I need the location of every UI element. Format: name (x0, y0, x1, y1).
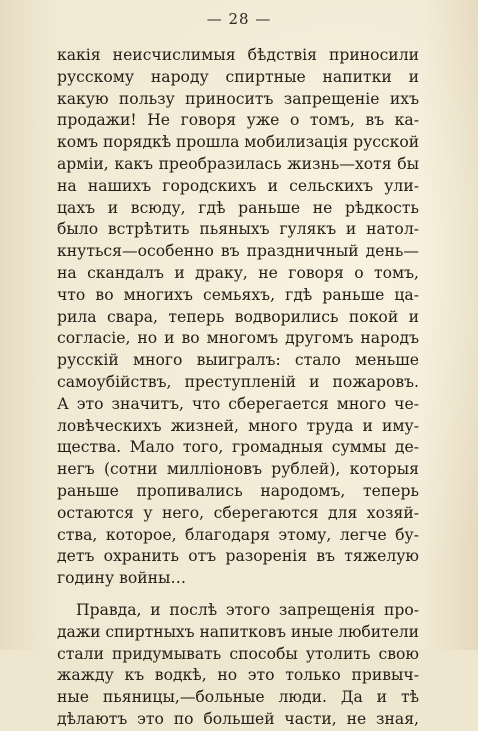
text-line: какія неисчислимыя бѣдствія приносили (57, 46, 419, 64)
text-line: кнуться—особенно въ праздничный день— (57, 242, 419, 261)
text-line: что во многихъ семьяхъ, гдѣ раньше ца- (57, 285, 419, 304)
text-line: негъ (сотни милліоновъ рублей), которыя (57, 460, 419, 479)
text-line: ства, которое, благодаря этому, легче бу- (57, 525, 419, 544)
text-line: на скандалъ и драку, не говоря о томъ, (57, 263, 419, 282)
text-line: комъ порядкѣ прошла мобилизація русской (57, 133, 420, 152)
paragraph-1 (57, 45, 419, 590)
text-block (57, 45, 419, 731)
text-line: жажду къ водкѣ, но это только привыч- (57, 666, 419, 685)
text-line: самоубійствъ, преступленій и пожаровъ. (57, 372, 419, 391)
paragraph-spacer (57, 590, 419, 600)
text-line: рила свара, теперь водворились покой и (57, 307, 419, 326)
text-line: ловѣческихъ жизней, много труда и иму- (57, 416, 419, 435)
text-line: Правда, и послѣ этого запрещенія про- (76, 600, 419, 619)
page-number: — 28 — (206, 10, 272, 28)
text-line: цахъ и всюду, гдѣ раньше не рѣдкость (57, 198, 419, 217)
text-line: стали придумывать способы утолить свою (57, 644, 419, 663)
text-line: годину войны… (57, 569, 187, 588)
text-line: продажи! Не говоря уже о томъ, въ ка- (57, 111, 419, 130)
text-line: дажи спиртныхъ напитковъ иные любители (57, 622, 419, 641)
text-line: русскому народу спиртные напитки и (57, 67, 419, 86)
text-line: щества. Мало того, громадныя суммы де- (57, 438, 419, 457)
text-line: русскій много выигралъ: стало меньше (57, 351, 419, 370)
text-line: остаются у него, сберегаются для хозяй- (57, 503, 419, 522)
text-line: какую пользу приноситъ запрещеніе ихъ (57, 89, 419, 108)
paragraph-2 (57, 600, 419, 731)
text-line: согласіе, но и во многомъ другомъ народъ (57, 329, 419, 348)
text-line: дѣлаютъ это по большей части, не зная, (57, 709, 419, 728)
text-line: на нашихъ городскихъ и сельскихъ ули- (57, 176, 419, 195)
text-line: А это значитъ, что сберегается много че- (57, 394, 419, 413)
text-line: ные пьяницы,—больные люди. Да и тѣ (57, 688, 419, 707)
text-line: было встрѣтить пьяныхъ гулякъ и натол- (57, 220, 419, 239)
text-line: арміи, какъ преобразилась жизнь—хотя бы (57, 154, 419, 173)
text-line: детъ охранить отъ разоренія въ тяжелую (57, 547, 419, 566)
text-line: раньше пропивались народомъ, теперь (57, 481, 419, 500)
